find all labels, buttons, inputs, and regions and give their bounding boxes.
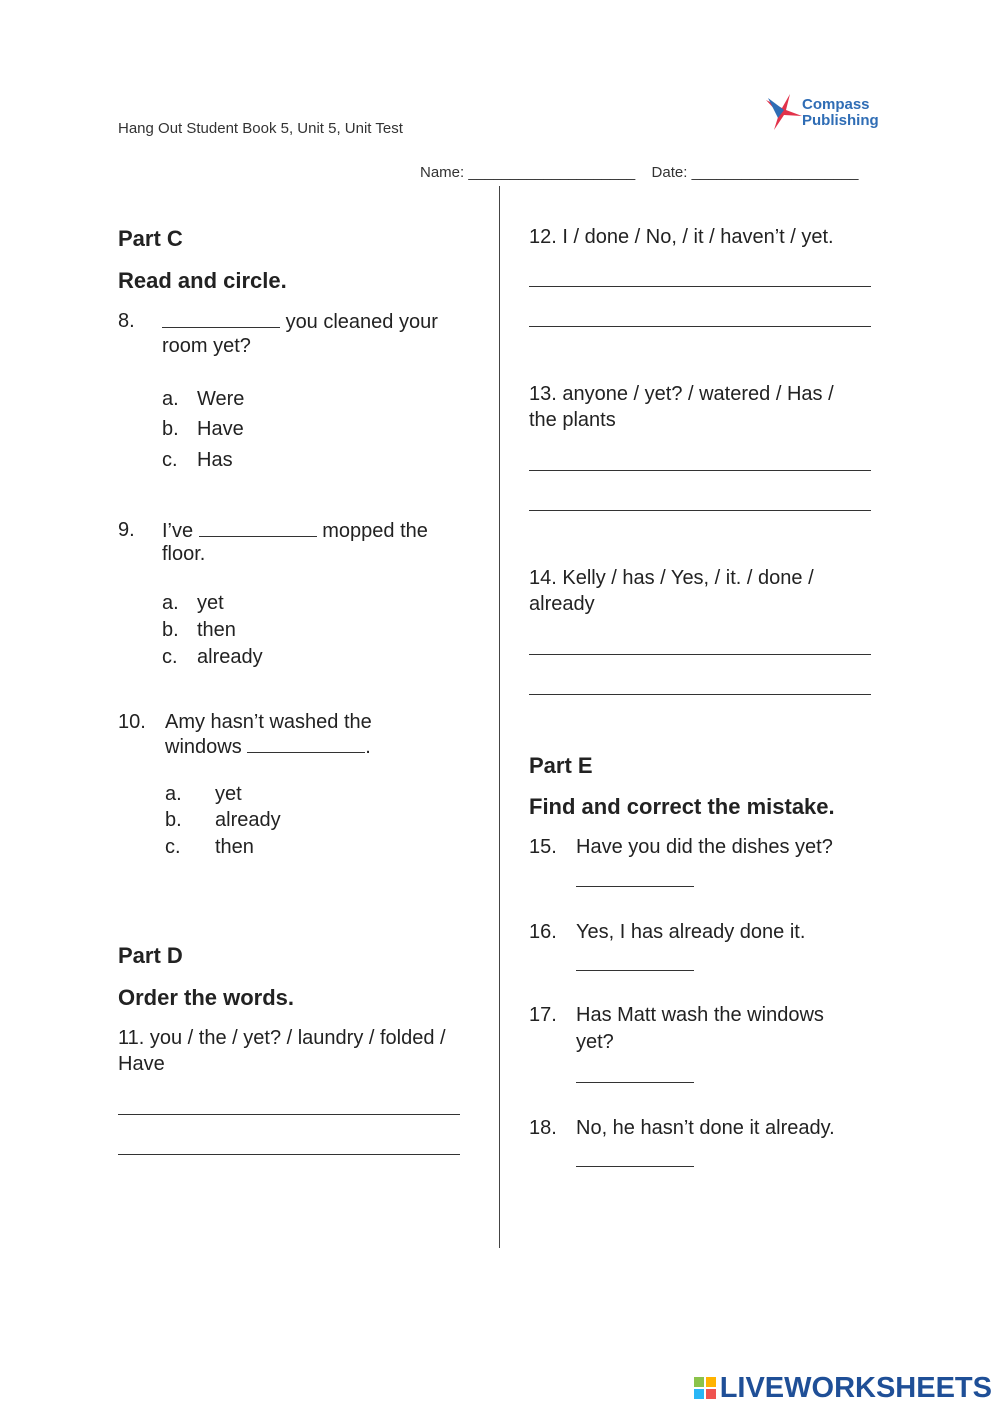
q10-period: .	[365, 736, 371, 758]
q17-number: 17.	[529, 1004, 557, 1026]
q18-number: 18.	[529, 1117, 557, 1139]
q14-text-line1: 14. Kelly / has / Yes, / it. / done /	[529, 567, 814, 589]
q9-text	[162, 518, 428, 544]
q12-answer-line-2[interactable]	[529, 326, 871, 327]
q10-blank[interactable]	[247, 734, 365, 753]
q8-option-c[interactable]: Has	[197, 449, 233, 471]
q13-answer-line-1[interactable]	[529, 470, 871, 471]
q8-text-line2: room yet?	[162, 335, 251, 357]
part-d-heading: Part D	[118, 943, 183, 968]
logo-line-publishing: Publishing	[802, 112, 879, 129]
q13-text-line1: 13. anyone / yet? / watered / Has /	[529, 383, 834, 405]
liveworksheets-grid-icon	[694, 1377, 716, 1399]
date-field[interactable]: Date: ____________________	[651, 164, 859, 181]
q16-answer-line[interactable]	[576, 970, 694, 971]
q9-blank[interactable]	[199, 518, 317, 537]
q9-text-line2: floor.	[162, 543, 206, 565]
q9-number: 9.	[118, 519, 135, 541]
q17-text-line1: Has Matt wash the windows	[576, 1004, 824, 1026]
q8-option-b[interactable]: Have	[197, 418, 244, 440]
q9-text-after: mopped the	[322, 520, 428, 542]
q15-text: Have you did the dishes yet?	[576, 836, 833, 858]
compass-star-icon	[760, 90, 806, 136]
q9-option-c-label: c.	[162, 646, 178, 668]
q10-option-a[interactable]: yet	[215, 783, 242, 805]
q17-text-line2: yet?	[576, 1031, 614, 1053]
q16-text: Yes, I has already done it.	[576, 921, 806, 943]
part-e-heading: Part E	[529, 753, 593, 778]
q10-option-c[interactable]: then	[215, 836, 254, 858]
q16-number: 16.	[529, 921, 557, 943]
q12-text: 12. I / done / No, / it / haven’t / yet.	[529, 226, 834, 248]
q9-option-b[interactable]: then	[197, 619, 236, 641]
q12-answer-line-1[interactable]	[529, 286, 871, 287]
logo-text	[802, 97, 879, 129]
q10-text-before: windows	[165, 736, 242, 758]
q8-option-a-label: a.	[162, 388, 179, 410]
q10-text-line2	[165, 734, 371, 760]
q14-text-line2: already	[529, 593, 595, 615]
liveworksheets-logo	[694, 1372, 992, 1405]
q8-option-b-label: b.	[162, 418, 179, 440]
q11-answer-line-1[interactable]	[118, 1114, 460, 1115]
part-e-instruction: Find and correct the mistake.	[529, 794, 835, 819]
q8-text-after: you cleaned your	[285, 311, 438, 333]
q8-blank[interactable]	[162, 309, 280, 328]
q10-option-a-label: a.	[165, 783, 182, 805]
q14-answer-line-2[interactable]	[529, 694, 871, 695]
logo-line-compass: Compass	[802, 96, 870, 113]
part-d-instruction: Order the words.	[118, 985, 295, 1010]
name-field[interactable]: Name: ____________________	[420, 164, 636, 181]
q10-option-b[interactable]: already	[215, 809, 281, 831]
q9-option-b-label: b.	[162, 619, 179, 641]
q10-number: 10.	[118, 711, 146, 733]
q13-text-line2: the plants	[529, 409, 616, 431]
part-c-instruction: Read and circle.	[118, 268, 287, 293]
q18-text: No, he hasn’t done it already.	[576, 1117, 835, 1139]
q9-option-c[interactable]: already	[197, 646, 263, 668]
q8-option-a[interactable]: Were	[197, 388, 245, 410]
q10-text-line1: Amy hasn’t washed the	[165, 711, 372, 733]
q14-answer-line-1[interactable]	[529, 654, 871, 655]
q11-answer-line-2[interactable]	[118, 1154, 460, 1155]
q17-answer-line[interactable]	[576, 1082, 694, 1083]
document-title: Hang Out Student Book 5, Unit 5, Unit Test	[118, 120, 403, 137]
liveworksheets-text: LIVEWORKSHEETS	[719, 1372, 992, 1404]
q8-number: 8.	[118, 310, 135, 332]
q9-option-a[interactable]: yet	[197, 592, 224, 614]
q10-option-c-label: c.	[165, 836, 181, 858]
column-divider	[499, 186, 500, 1248]
q8-text	[162, 309, 438, 335]
q9-option-a-label: a.	[162, 592, 179, 614]
q15-number: 15.	[529, 836, 557, 858]
q15-answer-line[interactable]	[576, 886, 694, 887]
name-date-row	[420, 164, 858, 181]
q10-option-b-label: b.	[165, 809, 182, 831]
q13-answer-line-2[interactable]	[529, 510, 871, 511]
q8-option-c-label: c.	[162, 449, 178, 471]
q11-text-line1: 11. you / the / yet? / laundry / folded /	[118, 1027, 446, 1049]
q18-answer-line[interactable]	[576, 1166, 694, 1167]
q11-text-line2: Have	[118, 1053, 165, 1075]
q9-text-before: I’ve	[162, 520, 194, 542]
part-c-heading: Part C	[118, 226, 183, 251]
